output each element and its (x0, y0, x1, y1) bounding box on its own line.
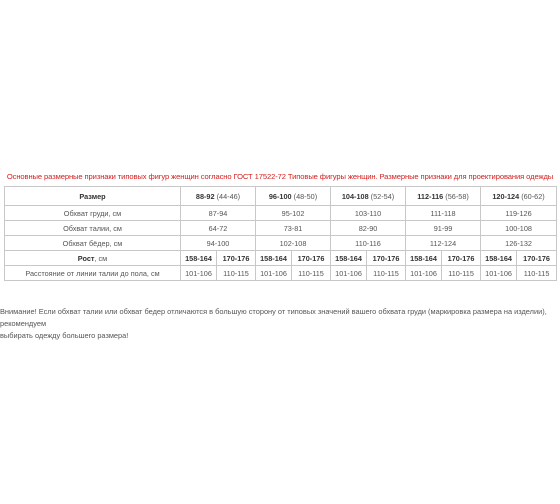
height-cell: 158-164 (331, 251, 367, 266)
distance-cell: 110-115 (517, 266, 557, 281)
table-cell: 91-99 (406, 221, 481, 236)
table-row (5, 221, 557, 236)
height-cell: 158-164 (481, 251, 517, 266)
height-cell: 158-164 (256, 251, 292, 266)
table-cell: 110-116 (331, 236, 406, 251)
table-cell: 73-81 (256, 221, 331, 236)
warning-line: выбирать одежду большего размера! (0, 331, 129, 340)
row-label: Обхват бёдер, см (5, 236, 181, 251)
size-label: Размер (5, 187, 181, 206)
size-header-cell: 104-108 (52-54) (331, 187, 406, 206)
row-label: Обхват груди, см (5, 206, 181, 221)
table-cell: 64-72 (181, 221, 256, 236)
distance-cell: 110-115 (292, 266, 331, 281)
table-cell: 102-108 (256, 236, 331, 251)
distance-cell: 101-106 (406, 266, 442, 281)
distance-cell: 110-115 (367, 266, 406, 281)
height-cell: 158-164 (181, 251, 217, 266)
size-header-row (5, 187, 557, 206)
distance-row (5, 266, 557, 281)
table-cell: 112-124 (406, 236, 481, 251)
size-header-cell: 120-124 (60-62) (481, 187, 557, 206)
distance-cell: 101-106 (181, 266, 217, 281)
table-caption: Основные размерные признаки типовых фигур женщин согласно ГОСТ 17522-72 Типовые фигуры женщин. Размерные признаки для проектирования одежды (6, 172, 554, 181)
table-cell: 100-108 (481, 221, 557, 236)
table-cell: 119-126 (481, 206, 557, 221)
distance-cell: 101-106 (331, 266, 367, 281)
height-cell: 170-176 (217, 251, 256, 266)
size-header-cell: 112-116 (56-58) (406, 187, 481, 206)
size-table (4, 186, 557, 281)
distance-cell: 110-115 (442, 266, 481, 281)
table-cell: 111-118 (406, 206, 481, 221)
table-cell: 94-100 (181, 236, 256, 251)
table-row (5, 206, 557, 221)
row-label: Обхват талии, см (5, 221, 181, 236)
distance-label: Расстояние от линии талии до пола, см (5, 266, 181, 281)
table-cell: 82-90 (331, 221, 406, 236)
height-cell: 170-176 (367, 251, 406, 266)
height-label: Рост, см (5, 251, 181, 266)
table-cell: 87-94 (181, 206, 256, 221)
size-header-cell: 96-100 (48-50) (256, 187, 331, 206)
table-row (5, 236, 557, 251)
height-cell: 170-176 (292, 251, 331, 266)
height-cell: 170-176 (442, 251, 481, 266)
height-cell: 158-164 (406, 251, 442, 266)
size-header-cell: 88-92 (44-46) (181, 187, 256, 206)
distance-cell: 110-115 (217, 266, 256, 281)
warning-line: Внимание! Если обхват талии или обхват бедер отличаются в большую сторону от типовых значений вашего обхвата груди (маркировка размера на изделии), рекомендуем (0, 307, 547, 328)
table-cell: 95-102 (256, 206, 331, 221)
table-cell: 103-110 (331, 206, 406, 221)
table-cell: 126-132 (481, 236, 557, 251)
height-row (5, 251, 557, 266)
height-cell: 170-176 (517, 251, 557, 266)
distance-cell: 101-106 (256, 266, 292, 281)
warning-note (0, 306, 556, 342)
distance-cell: 101-106 (481, 266, 517, 281)
